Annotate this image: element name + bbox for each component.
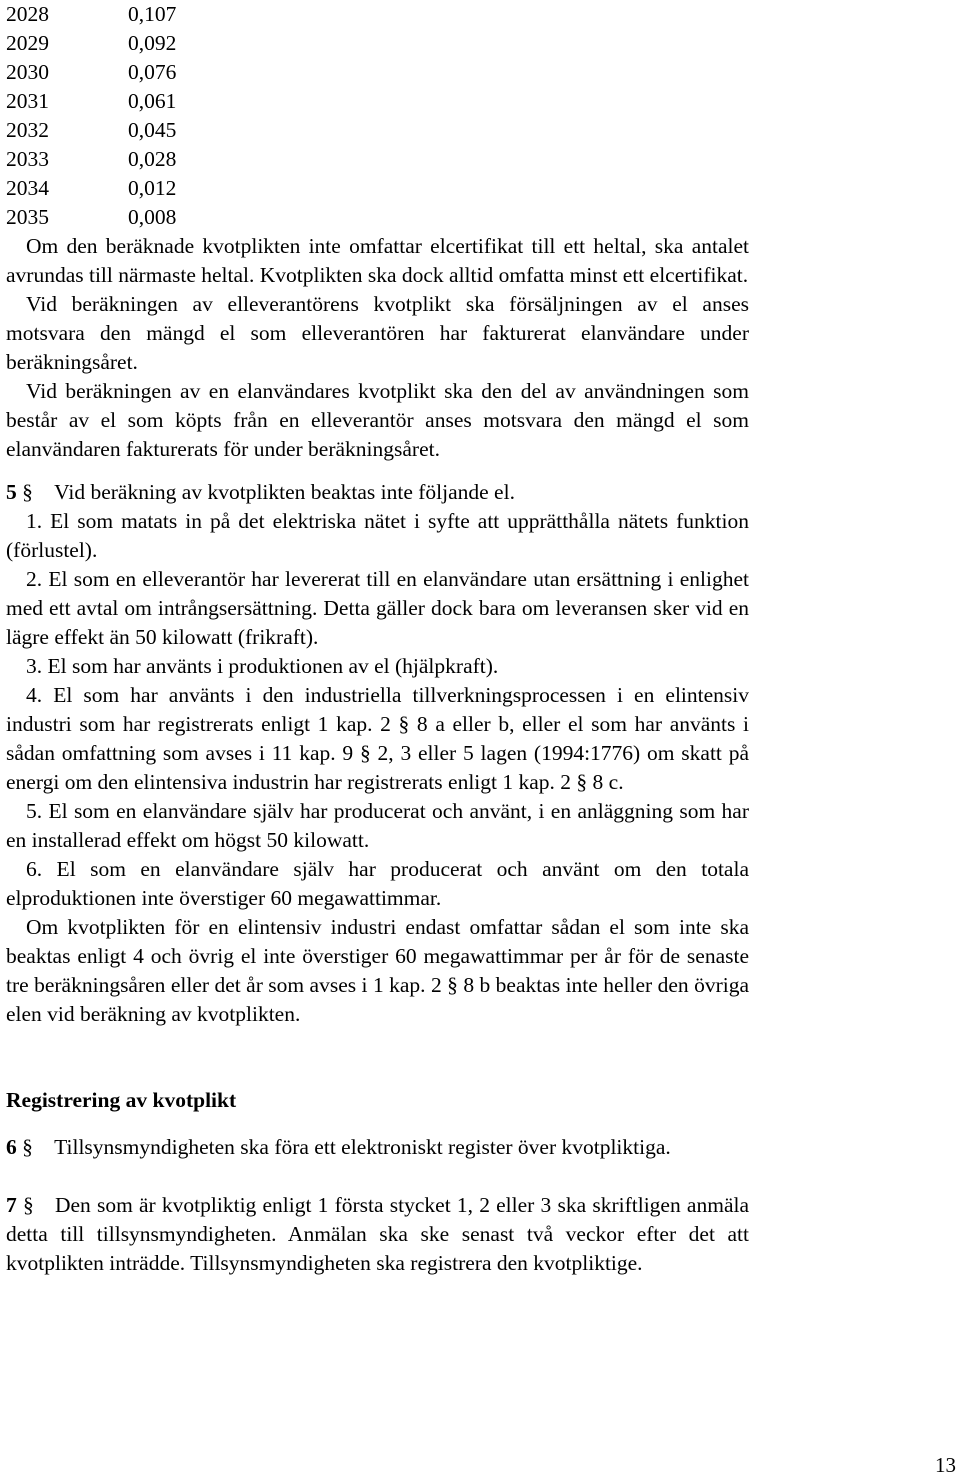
year-cell: 2028 xyxy=(6,2,49,26)
body-text xyxy=(6,232,749,1278)
year-cell: 2033 xyxy=(6,147,49,171)
list-item: 2. El som en elleverantör har levererat till en elanvändare utan ersättning i enlighet med ett avtal om intrångsersättning. Detta gäller dock bara om leveransen sker vid en lägre effekt än 50 kilowatt (frikraft). xyxy=(6,567,749,649)
year-cell: 2035 xyxy=(6,205,49,229)
quota-table xyxy=(6,0,749,232)
section-number: 5 xyxy=(6,480,17,504)
paragraph-sign-icon: § xyxy=(22,1135,33,1159)
paragraph-rounding: Om den beräknade kvotplikten inte omfattar elcertifikat till ett heltal, ska antalet avrundas till närmaste heltal. Kvotplikten ska dock alltid omfatta minst ett elcertifikat. xyxy=(6,234,749,287)
table-row xyxy=(6,203,749,232)
table-row xyxy=(6,0,749,29)
year-cell: 2031 xyxy=(6,89,49,113)
table-row xyxy=(6,145,749,174)
section-6 xyxy=(6,1133,749,1162)
table-row xyxy=(6,29,749,58)
paragraph-sign-icon: § xyxy=(22,1193,34,1217)
year-cell: 2032 xyxy=(6,118,49,142)
table-row xyxy=(6,116,749,145)
list-item: 4. El som har använts i den industriella tillverkningsprocessen i en elintensiv industri som har registrerats enligt 1 kap. 2 § 8 a eller b, eller el som har använts i sådan omfattning som avses i 11 kap. 9 § 2, 3 eller 5 lagen (1994:1776) om skatt på energi om den elintensiva industrin har registrerats enligt 1 kap. 2 § 8 c. xyxy=(6,683,749,794)
year-cell: 2034 xyxy=(6,176,49,200)
section-6-text: Tillsynsmyndigheten ska föra ett elektroniskt register över kvotpliktiga. xyxy=(54,1135,671,1159)
paragraph-user-quota: Vid beräkningen av en elanvändares kvotplikt ska den del av användningen som består av el som köpts från en elleverantör anses motsvara den mängd el som elanvändaren fakturerats för under beräkningsåret. xyxy=(6,379,749,461)
table-row xyxy=(6,87,749,116)
list-item: 3. El som har använts i produktionen av el (hjälpkraft). xyxy=(26,654,499,678)
value-cell: 0,092 xyxy=(128,31,177,55)
year-cell: 2030 xyxy=(6,60,49,84)
section-5-heading xyxy=(6,478,749,507)
year-cell: 2029 xyxy=(6,31,49,55)
list-item: 5. El som en elanvändare själv har producerat och använt, i en anläggning som har en installerad effekt om högst 50 kilowatt. xyxy=(6,799,749,852)
section-5-intro: Vid beräkning av kvotplikten beaktas inte följande el. xyxy=(54,480,515,504)
section-7 xyxy=(6,1191,749,1278)
paragraph-sign-icon: § xyxy=(22,480,33,504)
value-cell: 0,008 xyxy=(128,205,177,229)
section-heading: Registrering av kvotplikt xyxy=(6,1088,237,1112)
section-number: 7 xyxy=(6,1193,17,1217)
section-number: 6 xyxy=(6,1135,17,1159)
list-item: 6. El som en elanvändare själv har producerat och använt om den totala elproduktionen inte överstiger 60 megawattimmar. xyxy=(6,857,749,910)
value-cell: 0,076 xyxy=(128,60,177,84)
paragraph-supplier-quota: Vid beräkningen av elleverantörens kvotplikt ska försäljningen av el anses motsvara den mängd el som elleverantören har fakturerat elanvändare under beräkningsåret. xyxy=(6,292,749,374)
page-number: 13 xyxy=(935,1453,956,1477)
value-cell: 0,012 xyxy=(128,176,177,200)
value-cell: 0,061 xyxy=(128,89,177,113)
section-7-text: Den som är kvotpliktig enligt 1 första stycket 1, 2 eller 3 ska skriftligen anmäla detta till tillsynsmyndigheten. Anmälan ska ske senast två veckor efter det att kvotplikten inträdde. Tillsynsmyndigheten ska registrera den kvotpliktige. xyxy=(6,1193,749,1275)
value-cell: 0,107 xyxy=(128,2,177,26)
list-item: 1. El som matats in på det elektriska nätet i syfte att upprätthålla nätets funktion (förlustel). xyxy=(6,509,749,562)
document-page xyxy=(6,0,749,1278)
table-row xyxy=(6,58,749,87)
section-5-closing: Om kvotplikten för en elintensiv industri endast omfattar sådan el som inte ska beaktas enligt 4 och övrig el inte överstiger 60 megawattimmar per år för de senaste tre beräkningsåren eller det år som avses i 1 kap. 2 § 8 b beaktas inte heller den övriga elen vid beräkning av kvotplikten. xyxy=(6,915,749,1026)
table-row xyxy=(6,174,749,203)
value-cell: 0,045 xyxy=(128,118,177,142)
value-cell: 0,028 xyxy=(128,147,177,171)
